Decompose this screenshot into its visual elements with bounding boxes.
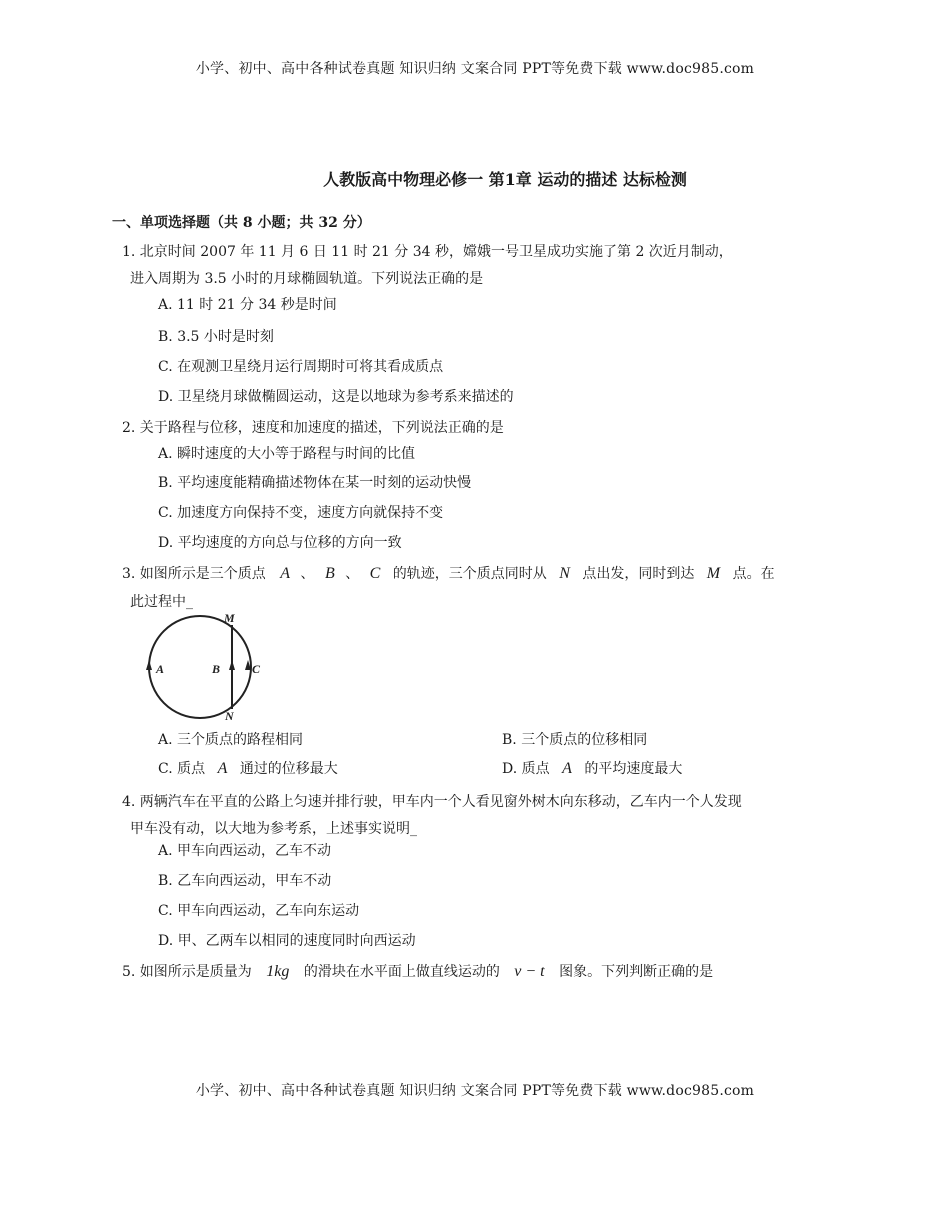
q3-opt-c-post: 通过的位移最大: [239, 761, 338, 777]
question-1-option-d: D. 卫星绕月球做椭圆运动，这是以地球为参考系来描述的: [158, 389, 514, 405]
question-4-stem-line1: 4. 两辆汽车在平直的公路上匀速并排行驶，甲车内一个人看见窗外树木向东移动，乙车内一个人发现: [122, 794, 742, 810]
question-1-stem-line2: 进入周期为 3.5 小时的月球椭圆轨道。下列说法正确的是: [130, 271, 484, 287]
trajectory-figure: [140, 610, 270, 725]
q3-var-a: A: [280, 565, 291, 582]
q3-var-b: B: [324, 565, 335, 582]
question-3-option-b: B. 三个质点的位移相同: [502, 732, 648, 748]
question-4-stem-line2: 甲车没有动，以大地为参考系，上述事实说明_: [130, 821, 417, 837]
label-c: C: [252, 662, 261, 676]
question-3-option-a: A. 三个质点的路程相同: [158, 732, 304, 748]
q3-sep-2: 、: [345, 566, 360, 582]
q5-vt: v − t: [514, 963, 545, 980]
q3-var-c: C: [369, 565, 381, 582]
arrow-b-icon: [229, 660, 235, 670]
question-5-stem: [122, 961, 713, 981]
question-3-stem-line1: [122, 563, 775, 583]
q3-text-d: 点。在: [732, 566, 775, 582]
question-4-option-d: D. 甲、乙两车以相同的速度同时向西运动: [158, 933, 416, 949]
section-heading: 一、单项选择题（共 8 小题；共 32 分）: [112, 215, 371, 231]
question-2-option-b: B. 平均速度能精确描述物体在某一时刻的运动快慢: [158, 475, 472, 491]
q5-text-post: 图象。下列判断正确的是: [559, 964, 714, 980]
q3-var-n: N: [559, 565, 570, 582]
q3-opt-d-var: A: [562, 760, 572, 777]
question-1-option-c: C. 在观测卫星绕月运行周期时可将其看成质点: [158, 359, 444, 375]
q3-var-m: M: [706, 565, 721, 582]
question-2-option-d: D. 平均速度的方向总与位移的方向一致: [158, 535, 402, 551]
question-3-option-d: [502, 758, 682, 778]
circular-path: [149, 616, 251, 718]
q3-text-a: 3. 如图所示是三个质点: [122, 566, 266, 582]
q3-opt-c-pre: C. 质点: [158, 761, 206, 777]
q5-mass: 1kg: [266, 963, 290, 980]
q3-opt-d-pre: D. 质点: [502, 761, 550, 777]
label-m: M: [224, 611, 235, 625]
question-2-stem: 2. 关于路程与位移，速度和加速度的描述，下列说法正确的是: [122, 420, 504, 436]
question-2-option-a: A. 瞬时速度的大小等于路程与时间的比值: [158, 446, 416, 462]
q3-opt-d-post: 的平均速度最大: [584, 761, 683, 777]
q5-text-mid: 的滑块在水平面上做直线运动的: [303, 964, 500, 980]
question-4-option-c: C. 甲车向西运动，乙车向东运动: [158, 903, 360, 919]
question-2-option-c: C. 加速度方向保持不变，速度方向就保持不变: [158, 505, 444, 521]
question-3-option-c: [158, 758, 338, 778]
label-n: N: [225, 709, 234, 723]
question-1-option-b: B. 3.5 小时是时刻: [158, 329, 274, 345]
page-footer: 小学、初中、高中各种试卷真题 知识归纳 文案合同 PPT等免费下载 www.doc985.com: [195, 1083, 755, 1099]
q3-text-b: 的轨迹，三个质点同时从: [392, 566, 547, 582]
question-1-stem-line1: 1. 北京时间 2007 年 11 月 6 日 11 时 21 分 34 秒，嫦娥一号卫星成功实施了第 2 次近月制动，: [122, 244, 733, 260]
question-4-option-b: B. 乙车向西运动，甲车不动: [158, 873, 332, 889]
question-3-stem-line2: 此过程中_: [130, 594, 193, 610]
label-a: A: [156, 662, 165, 676]
q5-text-pre: 5. 如图所示是质量为: [122, 964, 252, 980]
q3-opt-c-var: A: [217, 760, 228, 777]
label-b: B: [212, 662, 221, 676]
q3-sep-1: 、: [300, 566, 315, 582]
document-title: 人教版高中物理必修一 第1章 运动的描述 达标检测: [323, 170, 687, 189]
page-header: 小学、初中、高中各种试卷真题 知识归纳 文案合同 PPT等免费下载 www.doc985.com: [195, 61, 755, 77]
question-1-option-a: A. 11 时 21 分 34 秒是时间: [158, 297, 337, 313]
question-4-option-a: A. 甲车向西运动，乙车不动: [158, 843, 332, 859]
arrow-a-icon: [146, 660, 152, 670]
q3-text-c: 点出发，同时到达: [582, 566, 695, 582]
